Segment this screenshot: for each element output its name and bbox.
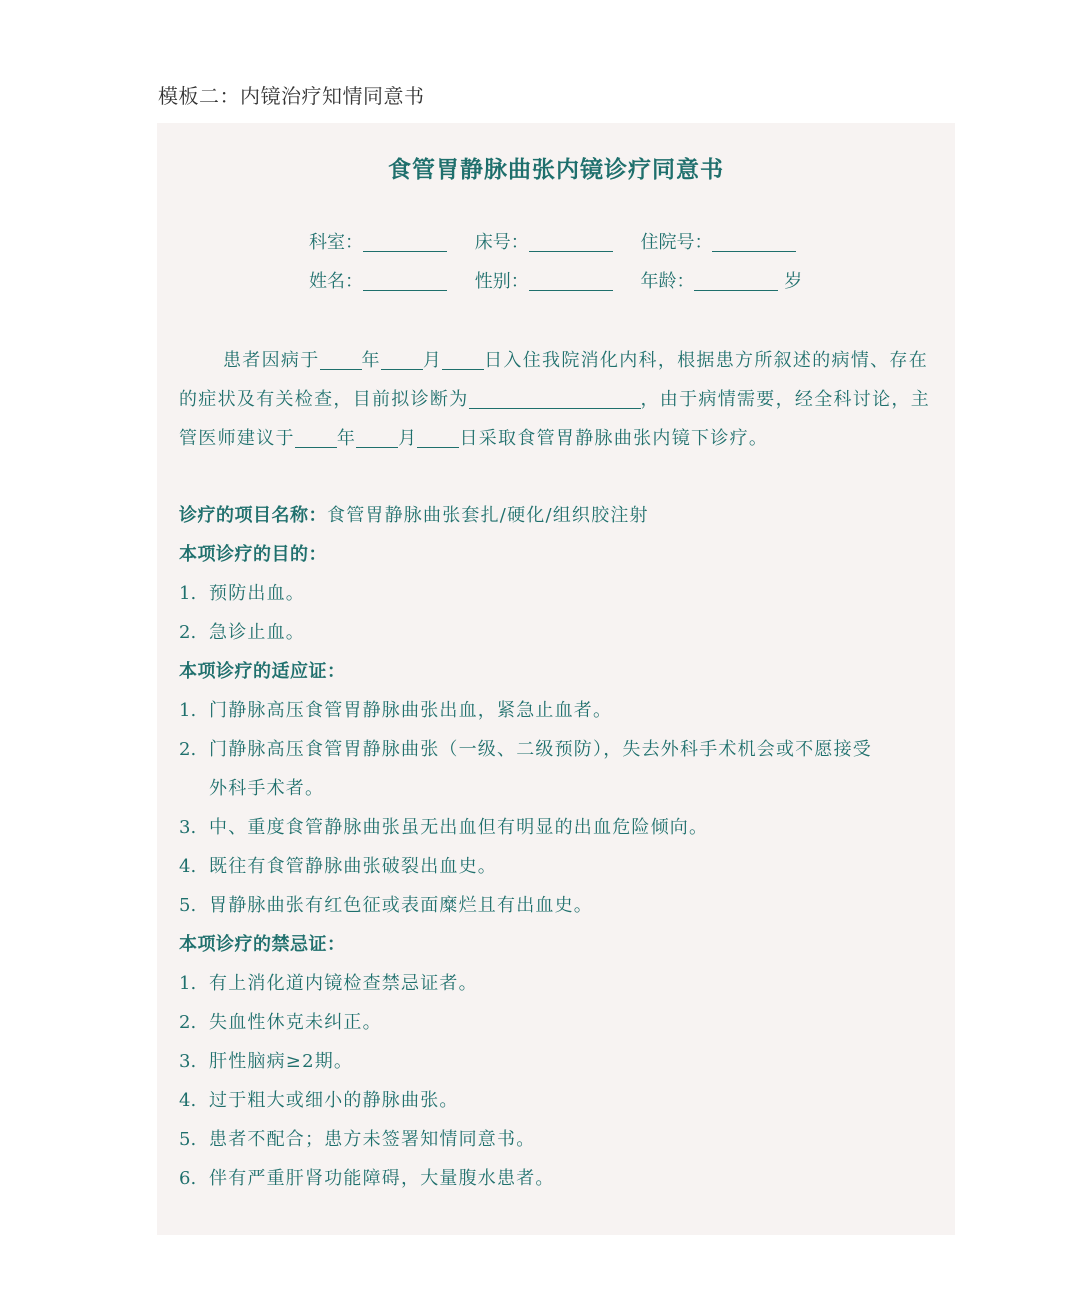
item-text: 有上消化道内镜检查禁忌证者。 — [209, 973, 478, 994]
list-item — [179, 696, 612, 726]
list-item-continuation: 外科手术者。 — [209, 778, 325, 799]
list-item — [179, 1125, 535, 1155]
plan-month-blank[interactable] — [356, 427, 398, 448]
gender-label: 性别： — [474, 271, 529, 292]
item-text: 急诊止血。 — [209, 622, 305, 643]
item-text: 患者不配合；患方未签署知情同意书。 — [209, 1129, 536, 1150]
intro-text-1: 患者因病于 — [223, 350, 320, 371]
item-text: 肝性脑病≥2期。 — [209, 1051, 354, 1072]
dept-label: 科室： — [309, 232, 363, 253]
item-text: 失血性休克未纠正。 — [209, 1012, 382, 1033]
admission-field — [640, 230, 796, 256]
item-number: 5. — [179, 1129, 197, 1150]
day-blank[interactable] — [442, 349, 484, 370]
intro-text-2: 日入住我院消化内科，根据患方所叙述的病情、存在的症状及有关检查，目前拟诊断为 — [179, 350, 929, 410]
purpose-heading: 本项诊疗的目的： — [179, 544, 327, 565]
item-number: 2. — [179, 739, 197, 760]
item-text: 门静脉高压食管胃静脉曲张出血，紧急止血者。 — [209, 700, 613, 721]
year-blank[interactable] — [320, 349, 362, 370]
consent-form-card — [157, 123, 955, 1235]
item-text: 既往有食管静脉曲张破裂出血史。 — [209, 856, 497, 877]
list-item — [179, 1047, 353, 1077]
contraindications-heading: 本项诊疗的禁忌证： — [179, 934, 346, 955]
item-number: 2. — [179, 1012, 197, 1033]
age-unit: 岁 — [784, 271, 803, 292]
list-item — [179, 1008, 382, 1038]
patient-info-row-2 — [309, 269, 824, 295]
plan-month-label: 月 — [398, 428, 418, 449]
dept-blank[interactable] — [363, 233, 447, 252]
admission-label: 住院号： — [640, 232, 713, 253]
intro-paragraph — [179, 341, 939, 458]
list-item — [179, 1086, 459, 1116]
name-label: 姓名： — [309, 271, 363, 292]
document-title: 食管胃静脉曲张内镜诊疗同意书 — [388, 156, 724, 183]
intro-text-4: 日采取食管胃静脉曲张内镜下诊疗。 — [459, 428, 769, 449]
item-text: 过于粗大或细小的静脉曲张。 — [209, 1090, 459, 1111]
template-heading: 模板二：内镜治疗知情同意书 — [158, 84, 425, 108]
list-item — [179, 735, 872, 765]
bed-label: 床号： — [474, 232, 529, 253]
gender-field — [475, 269, 613, 295]
patient-info-row-1 — [309, 230, 818, 256]
item-number: 3. — [179, 1051, 197, 1072]
item-text: 门静脉高压食管胃静脉曲张（一级、二级预防），失去外科手术机会或不愿接受 — [209, 739, 872, 760]
admission-blank[interactable] — [712, 233, 796, 252]
item-number: 2. — [179, 622, 197, 643]
year-label: 年 — [361, 350, 381, 371]
indications-heading: 本项诊疗的适应证： — [179, 661, 346, 682]
month-blank[interactable] — [381, 349, 423, 370]
list-item — [179, 813, 708, 843]
item-number: 1. — [179, 700, 197, 721]
item-text: 胃静脉曲张有红色征或表面糜烂且有出血史。 — [209, 895, 593, 916]
bed-blank[interactable] — [529, 233, 613, 252]
project-label: 诊疗的项目名称： — [179, 505, 327, 526]
list-item — [179, 618, 305, 648]
age-label: 年龄： — [640, 271, 695, 292]
list-item — [179, 891, 593, 921]
name-field — [309, 269, 447, 295]
project-value: 食管胃静脉曲张套扎/硬化/组织胶注射 — [327, 505, 649, 526]
item-number: 3. — [179, 817, 197, 838]
item-number: 1. — [179, 973, 197, 994]
item-number: 1. — [179, 583, 197, 604]
gender-blank[interactable] — [529, 272, 613, 291]
bed-field — [475, 230, 613, 256]
list-item — [179, 852, 497, 882]
item-number: 4. — [179, 856, 197, 877]
plan-day-blank[interactable] — [417, 427, 459, 448]
item-text: 伴有严重肝肾功能障碍，大量腹水患者。 — [209, 1168, 555, 1189]
diagnosis-blank[interactable] — [469, 388, 641, 409]
list-item — [179, 969, 478, 999]
age-field — [640, 269, 802, 295]
intro-text-3: ，由于病情需要，经全科讨论，主管医师建议于 — [179, 389, 930, 449]
plan-year-blank[interactable] — [295, 427, 337, 448]
item-number: 5. — [179, 895, 197, 916]
item-text: 中、重度食管静脉曲张虽无出血但有明显的出血危险倾向。 — [209, 817, 709, 838]
list-item — [179, 1164, 555, 1194]
list-item — [179, 579, 305, 609]
month-label: 月 — [422, 350, 443, 371]
name-blank[interactable] — [363, 272, 447, 291]
item-number: 4. — [179, 1090, 197, 1111]
age-blank[interactable] — [694, 272, 778, 291]
dept-field — [309, 230, 447, 256]
plan-year-label: 年 — [336, 428, 357, 449]
item-number: 6. — [179, 1168, 197, 1189]
project-line — [179, 501, 649, 531]
item-text: 预防出血。 — [209, 583, 305, 604]
